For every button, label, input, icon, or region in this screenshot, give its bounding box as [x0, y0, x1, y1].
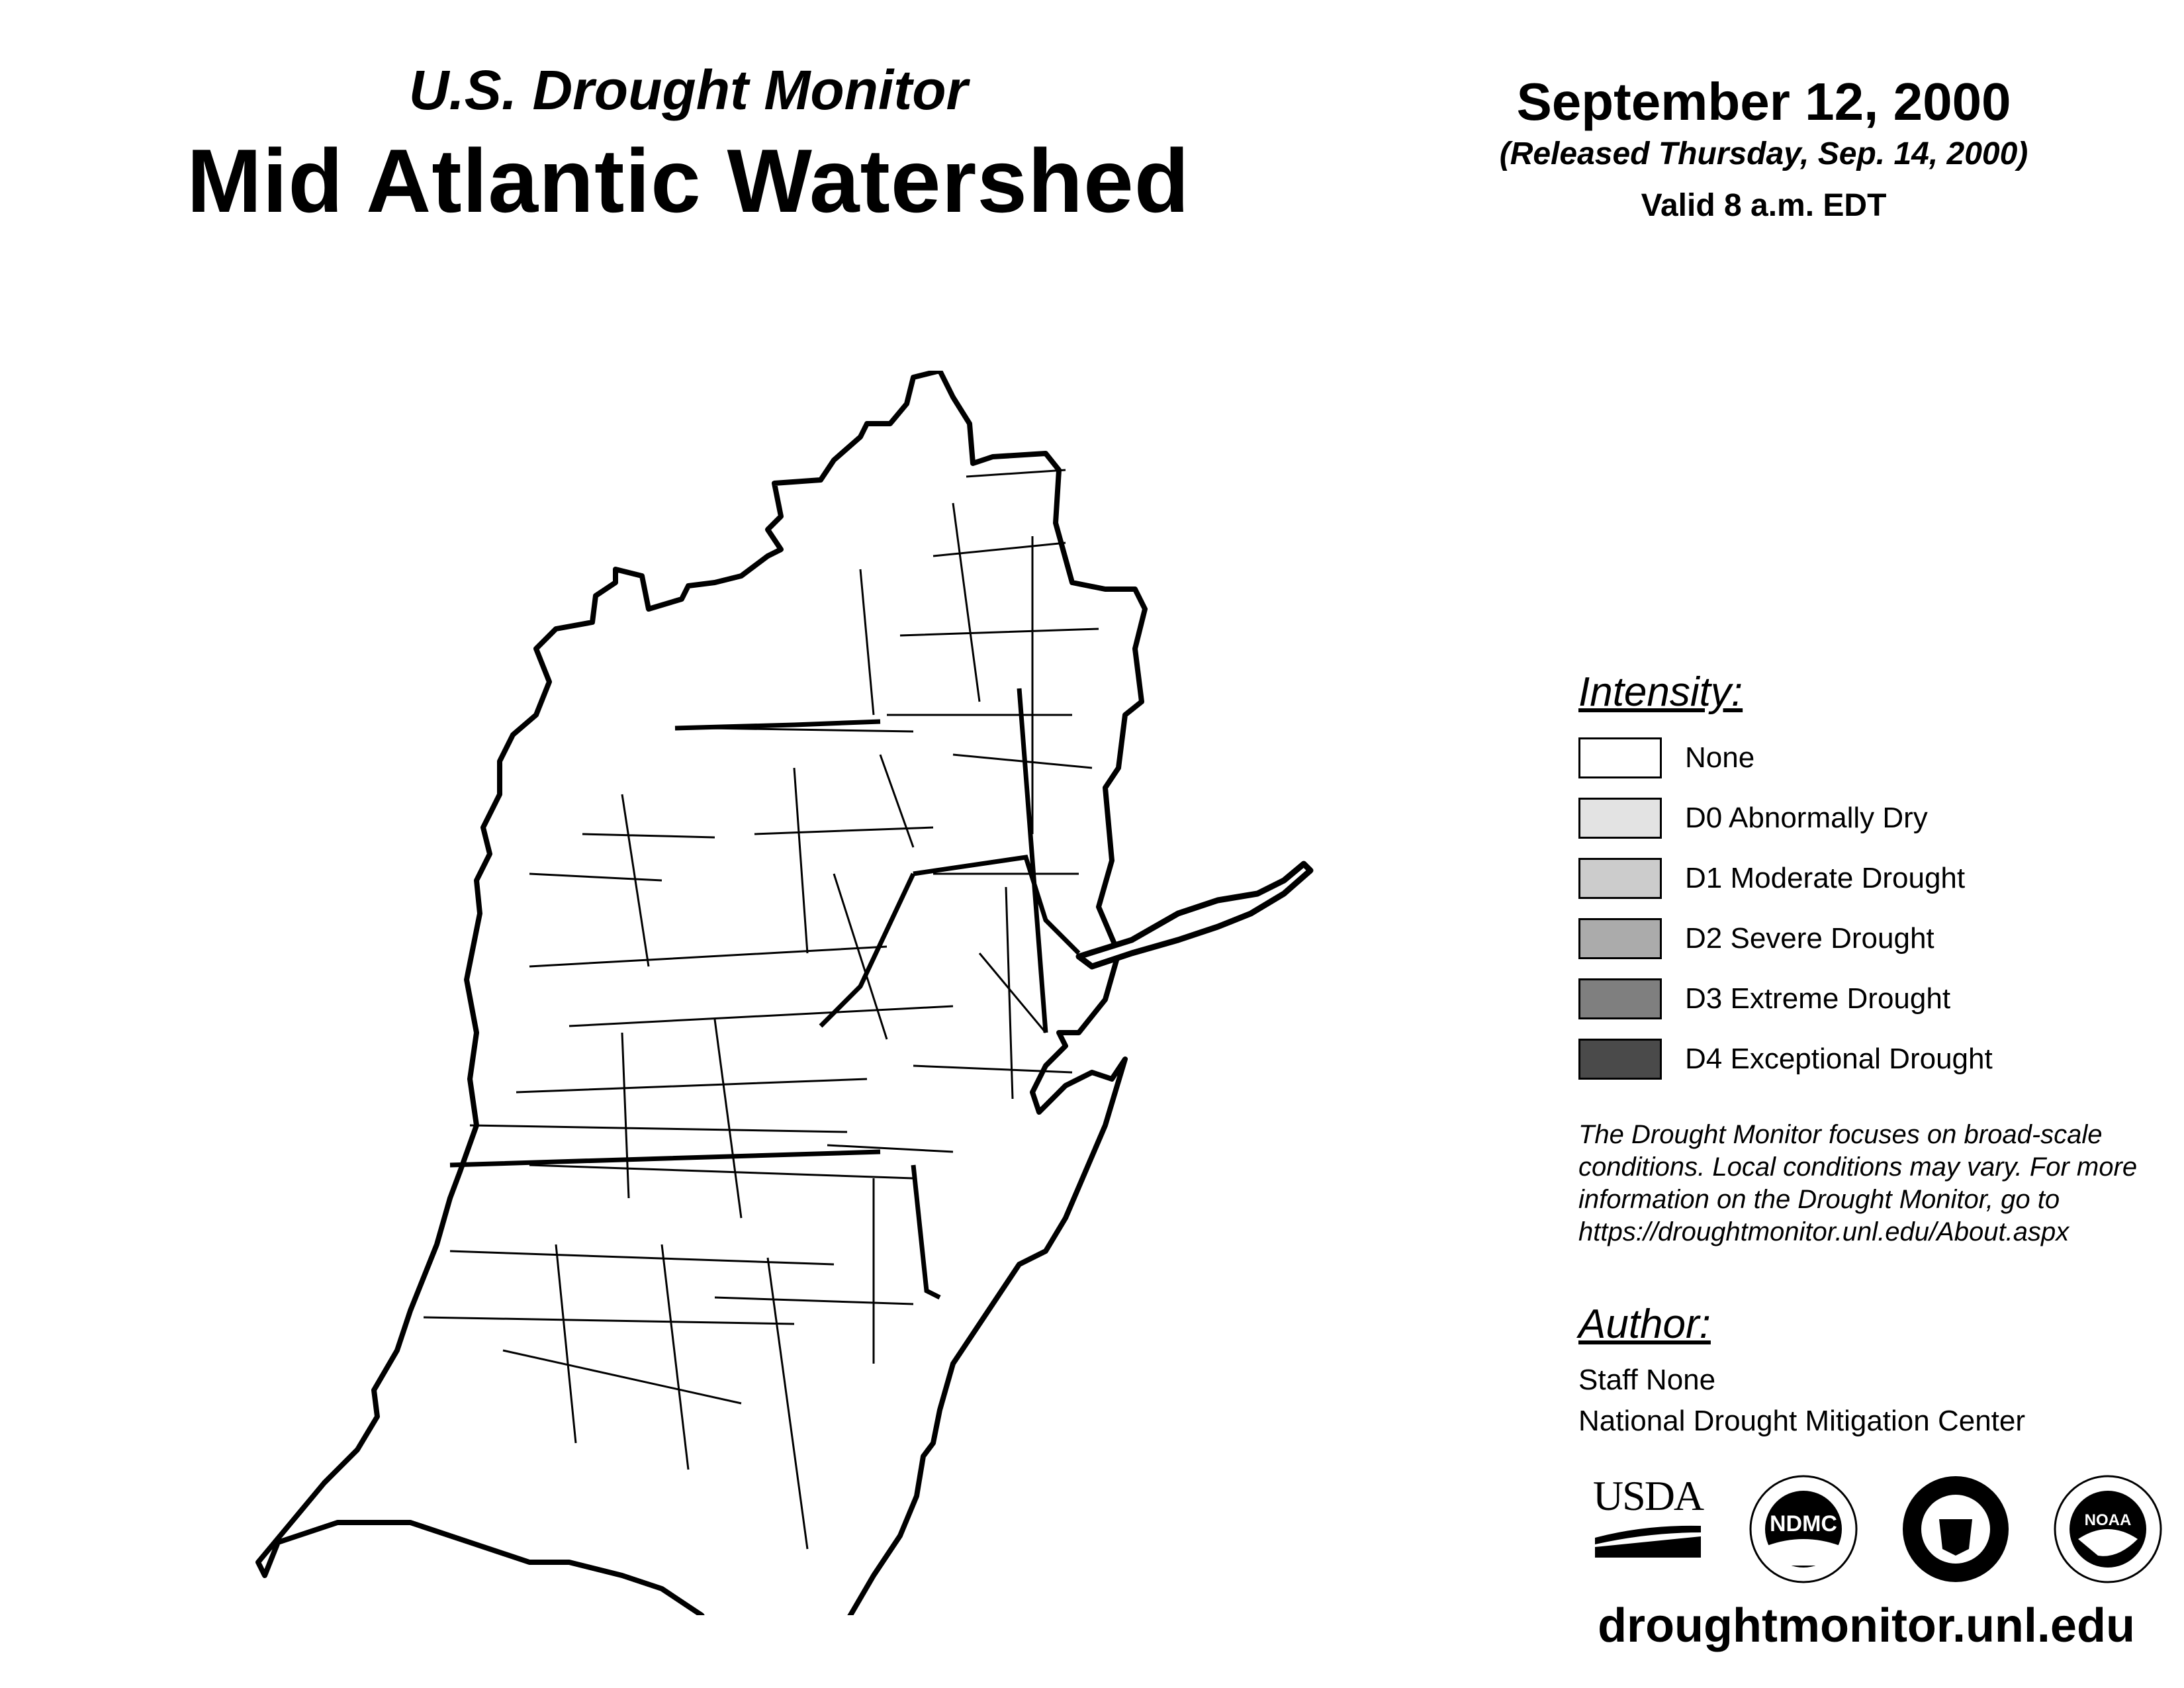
usda-logo — [1592, 1473, 1704, 1559]
commerce-seal-icon — [1899, 1473, 2012, 1585]
author-heading: Author: — [1578, 1301, 1711, 1347]
map-date: September 12, 2000 — [1516, 72, 2011, 131]
note-line: information on the Drought Monitor, go to — [1578, 1185, 2060, 1214]
usda-logo-text: USDA — [1592, 1472, 1704, 1519]
usda-swoosh-icon — [1592, 1519, 1704, 1559]
commerce-logo — [1899, 1473, 2012, 1585]
noaa-logo — [2052, 1473, 2164, 1585]
map-subtitle: U.S. Drought Monitor — [408, 59, 968, 121]
legend-label: D4 Exceptional Drought — [1685, 1043, 1993, 1075]
note-line: The Drought Monitor focuses on broad-scale — [1578, 1120, 2103, 1149]
ndmc-logo-text: NDMC — [1770, 1511, 1837, 1536]
legend-label: D2 Severe Drought — [1685, 922, 1934, 955]
website-link[interactable]: droughtmonitor.unl.edu — [1598, 1599, 2135, 1652]
legend-label: None — [1685, 741, 1755, 774]
legend-heading: Intensity: — [1578, 669, 1743, 715]
legend-swatch — [1578, 918, 1662, 959]
legend-item-d3 — [1578, 977, 1950, 1021]
disclaimer-note — [1578, 1119, 2174, 1248]
legend-swatch — [1578, 737, 1662, 778]
legend-swatch — [1578, 798, 1662, 839]
ndmc-logo — [1747, 1473, 1860, 1585]
legend-swatch — [1578, 858, 1662, 899]
legend-label: D3 Extreme Drought — [1685, 982, 1951, 1015]
map-title: Mid Atlantic Watershed — [187, 130, 1190, 231]
valid-time: Valid 8 a.m. EDT — [1641, 188, 1887, 223]
legend-label: D1 Moderate Drought — [1685, 862, 1966, 894]
author-name: Staff None — [1578, 1364, 1716, 1396]
watershed-map — [251, 371, 1324, 1615]
author-organization: National Drought Mitigation Center — [1578, 1405, 2026, 1437]
legend-item-d1 — [1578, 857, 1965, 900]
note-link[interactable]: https://droughtmonitor.unl.edu/About.aspx — [1578, 1217, 2070, 1246]
release-date: (Released Thursday, Sep. 14, 2000) — [1499, 136, 2028, 171]
legend-swatch — [1578, 1039, 1662, 1080]
long-island-shape — [1079, 864, 1310, 966]
legend-swatch — [1578, 978, 1662, 1019]
legend-item-none — [1578, 736, 1754, 780]
legend-item-d0 — [1578, 796, 1928, 840]
legend-item-d4 — [1578, 1037, 1993, 1081]
legend-item-d2 — [1578, 917, 1934, 961]
note-line: conditions. Local conditions may vary. For more — [1578, 1152, 2138, 1182]
legend-label: D0 Abnormally Dry — [1685, 802, 1928, 834]
noaa-logo-text: NOAA — [2084, 1511, 2132, 1529]
